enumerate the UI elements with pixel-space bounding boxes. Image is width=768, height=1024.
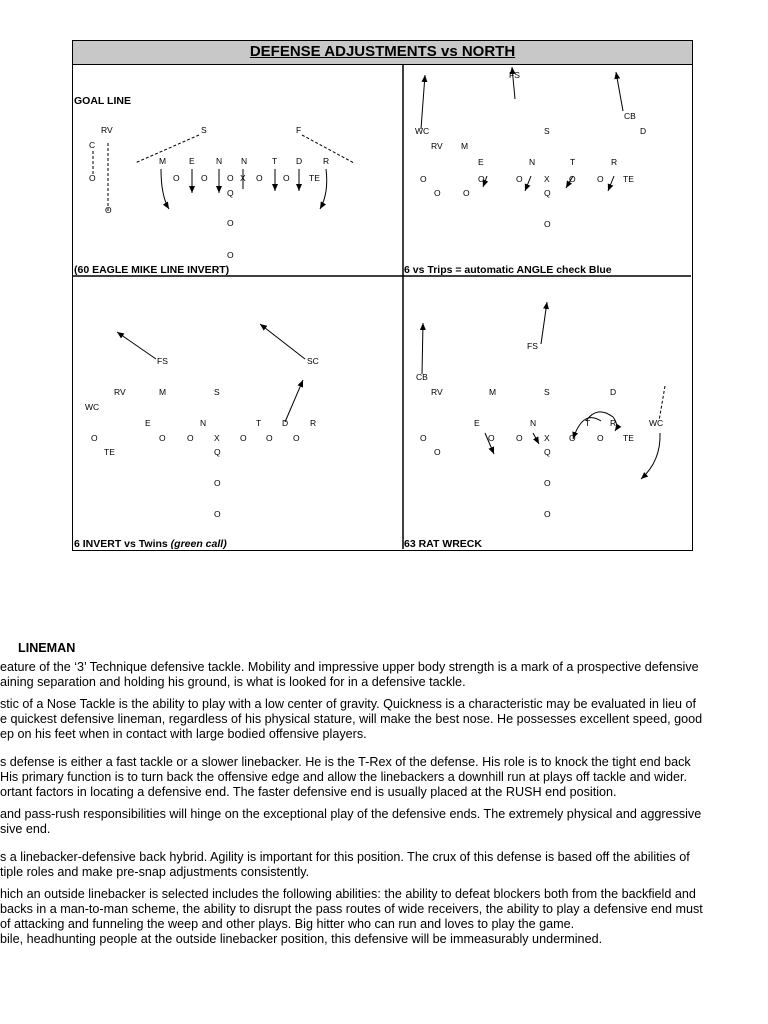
player-label: O — [201, 173, 208, 183]
player-label: O — [488, 433, 495, 443]
notes-line: sive end. — [0, 822, 51, 836]
notes-line: s a linebacker-defensive back hybrid. Agility is important for this position. The crux of this defense is based off the abilities of — [0, 850, 690, 864]
player-label: Q — [214, 447, 221, 457]
player-label: X — [544, 433, 550, 443]
notes-line: ortant factors in locating a defensive end. The faster defensive end is usually placed at the RUSH end position. — [0, 785, 617, 799]
player-label: R — [323, 156, 330, 166]
player-label: TE — [309, 173, 320, 183]
player-label: E — [145, 418, 151, 428]
player-label: Q — [544, 447, 551, 457]
notes-line: tiple roles and make pre-snap adjustments consistently. — [0, 865, 310, 879]
player-label: O — [420, 174, 427, 184]
player-label: D — [282, 418, 289, 428]
player-label: O — [478, 174, 485, 184]
player-label: RV — [114, 387, 126, 397]
player-label: O — [256, 173, 263, 183]
player-label: O — [544, 219, 551, 229]
player-label: RV — [101, 125, 113, 135]
player-label: WC — [649, 418, 664, 428]
assignment-route — [641, 433, 660, 479]
player-label: CB — [624, 111, 636, 121]
player-label: O — [173, 173, 180, 183]
assignment-route — [320, 169, 327, 209]
player-label: S — [544, 126, 550, 136]
notes-line: stic of a Nose Tackle is the ability to play with a low center of gravity. Quickness is a characteristic may be evaluated in lieu of — [0, 697, 697, 711]
player-label: TE — [623, 174, 634, 184]
player-label: O — [569, 174, 576, 184]
assignment-line — [421, 75, 425, 129]
player-label: WC — [415, 126, 430, 136]
assignment-route — [161, 169, 169, 209]
player-label: O — [227, 250, 234, 260]
notes-line: aining separation and holding his ground, is what is looked for in a defensive tackle. — [0, 675, 466, 689]
notes-line: hich an outside linebacker is selected includes the following abilities: the ability to defeat blockers both from the backfield and — [0, 887, 696, 901]
player-label: TE — [104, 447, 115, 457]
player-label: X — [214, 433, 220, 443]
player-label: O — [516, 174, 523, 184]
panel-heading-goal-line: GOAL LINE — [74, 95, 131, 107]
notes-line: of attacking and funneling the weep and other plays. Big hitter who can run and loves to play the game. — [0, 917, 575, 931]
player-label: O — [227, 173, 234, 183]
assignment-line — [608, 176, 614, 191]
notes-line: e quickest defensive lineman, regardless of his physical stature, will make the best nose. He possesses excellent speed, good — [0, 712, 703, 726]
assignment-line — [525, 176, 531, 191]
player-label: O — [434, 188, 441, 198]
player-label: N — [216, 156, 223, 166]
player-label: N — [530, 418, 537, 428]
player-label: O — [89, 173, 96, 183]
player-label: O — [544, 478, 551, 488]
notes-heading: LINEMAN — [18, 641, 76, 655]
player-label: O — [434, 447, 441, 457]
player-label: D — [640, 126, 647, 136]
player-label: RV — [431, 141, 443, 151]
notes-line: bile, headhunting people at the outside linebacker position, this defensive will be immeasurably undermined. — [0, 932, 603, 946]
panel-caption-goal-line: (60 EAGLE MIKE LINE INVERT) — [74, 264, 230, 276]
player-label: O — [159, 433, 166, 443]
assignment-line — [285, 380, 303, 422]
player-label: M — [159, 387, 167, 397]
assignment-line — [659, 386, 665, 421]
player-label: M — [489, 387, 497, 397]
player-label: S — [214, 387, 220, 397]
lineman-notes — [0, 635, 768, 1024]
player-label: O — [283, 173, 290, 183]
player-label: O — [240, 433, 247, 443]
player-label: T — [256, 418, 262, 428]
player-label: T — [570, 157, 576, 167]
player-label: D — [296, 156, 303, 166]
player-label: O — [420, 433, 427, 443]
player-label: R — [611, 157, 618, 167]
panel-caption-invert-twins: 6 INVERT vs Twins (green call) — [74, 538, 227, 549]
assignment-line — [533, 433, 539, 444]
assignment-line — [616, 72, 623, 111]
player-label: N — [241, 156, 248, 166]
notes-line: and pass-rush responsibilities will hinge on the exceptional play of the defensive ends. The extremely physical and aggressive — [0, 807, 702, 821]
player-label: WC — [85, 402, 100, 412]
player-label: O — [597, 174, 604, 184]
player-label: D — [610, 387, 617, 397]
player-label: FS — [509, 70, 520, 80]
assignment-line — [260, 324, 305, 359]
play-diagram-box — [72, 40, 693, 551]
player-label: R — [310, 418, 317, 428]
player-label: F — [296, 125, 302, 135]
player-label: CB — [416, 372, 428, 382]
player-label: O — [597, 433, 604, 443]
assignment-line — [117, 332, 156, 359]
player-label: TE — [623, 433, 634, 443]
player-label: O — [463, 188, 470, 198]
player-label: O — [214, 478, 221, 488]
player-label: O — [91, 433, 98, 443]
player-label: S — [201, 125, 207, 135]
player-label: E — [189, 156, 195, 166]
player-label: O — [266, 433, 273, 443]
player-label: Q — [544, 188, 551, 198]
player-label: T — [272, 156, 278, 166]
player-label: N — [529, 157, 536, 167]
player-label: O — [516, 433, 523, 443]
player-label: O — [187, 433, 194, 443]
notes-line: ep on his feet when in contact with large bodied offensive players. — [0, 727, 367, 741]
player-label: SC — [307, 356, 319, 366]
player-label: X — [544, 174, 550, 184]
notes-line: eature of the ‘3’ Technique defensive tackle. Mobility and impressive upper body strength is a mark of a prospective defensive — [0, 660, 699, 674]
player-label: R — [610, 418, 617, 428]
player-label: N — [200, 418, 207, 428]
player-label: O — [214, 509, 221, 519]
player-label: O — [227, 218, 234, 228]
diagram-title: DEFENSE ADJUSTMENTS vs NORTH — [73, 41, 692, 65]
player-label: O — [293, 433, 300, 443]
formation-drawings — [74, 67, 665, 549]
player-label: S — [544, 387, 550, 397]
panel-caption-rat-wreck: 63 RAT WRECK — [404, 538, 482, 549]
notes-line: backs in a man-to-man scheme, the ability to disrupt the pass routes of wide receivers, the ability to play a defensive end must — [0, 902, 703, 916]
assignment-line — [422, 323, 423, 374]
player-label: M — [159, 156, 167, 166]
player-label: FS — [527, 341, 538, 351]
notes-line: s defense is either a fast tackle or a slower linebacker. He is the T-Rex of the defense. His role is to knock the tight end back — [0, 755, 691, 769]
player-label: X — [240, 173, 246, 183]
notes-line: His primary function is to turn back the offensive edge and allow the linebackers a downhill run at plays off tackle and wider. — [0, 770, 687, 784]
player-label: E — [478, 157, 484, 167]
panel-caption-vs-trips: 6 vs Trips = automatic ANGLE check Blue — [404, 264, 612, 276]
player-label: O — [544, 509, 551, 519]
player-label: C — [89, 140, 96, 150]
player-label: O — [569, 433, 576, 443]
play-diagram-svg — [73, 41, 691, 549]
player-label: Q — [227, 188, 234, 198]
player-label: FS — [157, 356, 168, 366]
player-label: RV — [431, 387, 443, 397]
player-label: T — [585, 418, 591, 428]
assignment-line — [541, 302, 547, 344]
player-label: O — [105, 205, 112, 215]
player-label: E — [474, 418, 480, 428]
player-label: M — [461, 141, 469, 151]
